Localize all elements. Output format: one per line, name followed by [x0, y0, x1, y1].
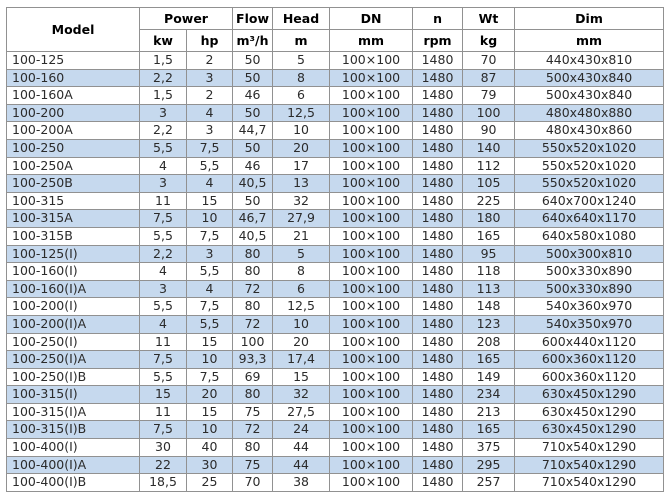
cell-kw: 2,2: [140, 245, 187, 263]
cell-dn: 100×100: [330, 368, 413, 386]
cell-dim: 600x440x1120: [515, 333, 664, 351]
header-unit-head: m: [273, 30, 330, 52]
cell-dim: 600x360x1120: [515, 351, 664, 369]
cell-model: 100-250(I)A: [7, 351, 140, 369]
cell-flow: 72: [233, 421, 273, 439]
cell-dn: 100×100: [330, 210, 413, 228]
cell-flow: 50: [233, 139, 273, 157]
cell-flow: 70: [233, 474, 273, 492]
table-row: [7, 139, 664, 157]
cell-head: 8: [273, 69, 330, 87]
table-row: [7, 280, 664, 298]
cell-wt: 149: [463, 368, 515, 386]
cell-model: 100-315(I): [7, 386, 140, 404]
cell-head: 13: [273, 175, 330, 193]
cell-dn: 100×100: [330, 263, 413, 281]
cell-dn: 100×100: [330, 192, 413, 210]
cell-hp: 7,5: [187, 139, 233, 157]
cell-model: 100-250(I)B: [7, 368, 140, 386]
cell-dn: 100×100: [330, 52, 413, 70]
cell-dn: 100×100: [330, 403, 413, 421]
cell-hp: 3: [187, 69, 233, 87]
cell-hp: 15: [187, 403, 233, 421]
cell-head: 21: [273, 227, 330, 245]
cell-kw: 4: [140, 157, 187, 175]
cell-kw: 1,5: [140, 52, 187, 70]
table-row: [7, 315, 664, 333]
table-row: [7, 104, 664, 122]
cell-dim: 500x430x840: [515, 69, 664, 87]
cell-model: 100-250B: [7, 175, 140, 193]
cell-dim: 710x540x1290: [515, 456, 664, 474]
cell-dim: 640x580x1080: [515, 227, 664, 245]
cell-kw: 22: [140, 456, 187, 474]
cell-dn: 100×100: [330, 245, 413, 263]
header-flow: Flow: [233, 8, 273, 30]
cell-wt: 148: [463, 298, 515, 316]
cell-rpm: 1480: [413, 157, 463, 175]
cell-flow: 80: [233, 263, 273, 281]
table-row: [7, 157, 664, 175]
cell-flow: 80: [233, 298, 273, 316]
table-row: [7, 368, 664, 386]
cell-hp: 5,5: [187, 315, 233, 333]
cell-dn: 100×100: [330, 69, 413, 87]
cell-kw: 7,5: [140, 421, 187, 439]
cell-rpm: 1480: [413, 474, 463, 492]
cell-rpm: 1480: [413, 280, 463, 298]
cell-dn: 100×100: [330, 421, 413, 439]
cell-flow: 46: [233, 87, 273, 105]
cell-flow: 44,7: [233, 122, 273, 140]
header-unit-wt: kg: [463, 30, 515, 52]
cell-rpm: 1480: [413, 87, 463, 105]
cell-model: 100-315: [7, 192, 140, 210]
cell-model: 100-160A: [7, 87, 140, 105]
cell-rpm: 1480: [413, 69, 463, 87]
cell-head: 44: [273, 456, 330, 474]
cell-wt: 257: [463, 474, 515, 492]
cell-kw: 18,5: [140, 474, 187, 492]
cell-wt: 180: [463, 210, 515, 228]
cell-dim: 500x330x890: [515, 280, 664, 298]
cell-head: 17,4: [273, 351, 330, 369]
cell-rpm: 1480: [413, 192, 463, 210]
table-row: [7, 456, 664, 474]
header-dn: DN: [330, 8, 413, 30]
cell-hp: 5,5: [187, 157, 233, 175]
cell-rpm: 1480: [413, 403, 463, 421]
cell-dn: 100×100: [330, 280, 413, 298]
table-row: [7, 52, 664, 70]
cell-wt: 165: [463, 351, 515, 369]
cell-head: 24: [273, 421, 330, 439]
cell-dim: 630x450x1290: [515, 421, 664, 439]
cell-dn: 100×100: [330, 474, 413, 492]
cell-wt: 87: [463, 69, 515, 87]
cell-hp: 7,5: [187, 227, 233, 245]
header-power: Power: [140, 8, 233, 30]
cell-head: 12,5: [273, 298, 330, 316]
cell-dn: 100×100: [330, 456, 413, 474]
cell-hp: 2: [187, 52, 233, 70]
cell-flow: 46,7: [233, 210, 273, 228]
table-row: [7, 333, 664, 351]
cell-head: 32: [273, 192, 330, 210]
cell-dn: 100×100: [330, 157, 413, 175]
cell-model: 100-200A: [7, 122, 140, 140]
cell-wt: 295: [463, 456, 515, 474]
cell-rpm: 1480: [413, 263, 463, 281]
cell-dn: 100×100: [330, 87, 413, 105]
cell-model: 100-315(I)B: [7, 421, 140, 439]
cell-wt: 234: [463, 386, 515, 404]
cell-kw: 4: [140, 263, 187, 281]
cell-kw: 1,5: [140, 87, 187, 105]
cell-hp: 4: [187, 175, 233, 193]
cell-flow: 50: [233, 52, 273, 70]
cell-model: 100-400(I): [7, 439, 140, 457]
cell-head: 44: [273, 439, 330, 457]
table-header: [7, 8, 664, 52]
cell-head: 15: [273, 368, 330, 386]
cell-dim: 550x520x1020: [515, 139, 664, 157]
cell-flow: 75: [233, 403, 273, 421]
cell-kw: 2,2: [140, 122, 187, 140]
header-unit-hp: hp: [187, 30, 233, 52]
cell-flow: 50: [233, 192, 273, 210]
cell-wt: 165: [463, 421, 515, 439]
table-row: [7, 69, 664, 87]
cell-flow: 69: [233, 368, 273, 386]
cell-model: 100-250A: [7, 157, 140, 175]
cell-dim: 480x480x880: [515, 104, 664, 122]
pump-spec-table: [6, 7, 664, 492]
header-n: n: [413, 8, 463, 30]
table-row: [7, 122, 664, 140]
cell-wt: 90: [463, 122, 515, 140]
cell-hp: 4: [187, 104, 233, 122]
cell-rpm: 1480: [413, 298, 463, 316]
cell-dim: 480x430x860: [515, 122, 664, 140]
table-row: [7, 175, 664, 193]
cell-model: 100-315(I)A: [7, 403, 140, 421]
cell-hp: 4: [187, 280, 233, 298]
cell-kw: 11: [140, 192, 187, 210]
cell-dn: 100×100: [330, 351, 413, 369]
cell-hp: 25: [187, 474, 233, 492]
cell-dn: 100×100: [330, 139, 413, 157]
header-unit-dim: mm: [515, 30, 664, 52]
cell-hp: 10: [187, 421, 233, 439]
cell-wt: 213: [463, 403, 515, 421]
cell-rpm: 1480: [413, 104, 463, 122]
cell-dim: 640x640x1170: [515, 210, 664, 228]
cell-rpm: 1480: [413, 52, 463, 70]
table-row: [7, 439, 664, 457]
cell-wt: 79: [463, 87, 515, 105]
cell-kw: 3: [140, 175, 187, 193]
cell-kw: 5,5: [140, 139, 187, 157]
cell-head: 20: [273, 333, 330, 351]
pump-spec-table-container: [6, 7, 664, 492]
table-row: [7, 87, 664, 105]
cell-model: 100-125(I): [7, 245, 140, 263]
cell-flow: 40,5: [233, 227, 273, 245]
cell-wt: 165: [463, 227, 515, 245]
cell-rpm: 1480: [413, 351, 463, 369]
cell-dim: 500x330x890: [515, 263, 664, 281]
cell-kw: 11: [140, 333, 187, 351]
cell-kw: 7,5: [140, 210, 187, 228]
cell-flow: 72: [233, 315, 273, 333]
cell-dn: 100×100: [330, 227, 413, 245]
cell-dim: 630x450x1290: [515, 386, 664, 404]
cell-kw: 5,5: [140, 368, 187, 386]
cell-wt: 118: [463, 263, 515, 281]
cell-head: 10: [273, 315, 330, 333]
cell-rpm: 1480: [413, 368, 463, 386]
cell-wt: 113: [463, 280, 515, 298]
cell-flow: 72: [233, 280, 273, 298]
table-row: [7, 192, 664, 210]
cell-flow: 80: [233, 245, 273, 263]
header-wt: Wt: [463, 8, 515, 30]
cell-model: 100-200(I): [7, 298, 140, 316]
cell-wt: 105: [463, 175, 515, 193]
cell-kw: 7,5: [140, 351, 187, 369]
cell-rpm: 1480: [413, 122, 463, 140]
cell-rpm: 1480: [413, 139, 463, 157]
cell-head: 5: [273, 245, 330, 263]
table-row: [7, 245, 664, 263]
header-unit-flow: m³/h: [233, 30, 273, 52]
cell-model: 100-160(I)A: [7, 280, 140, 298]
cell-rpm: 1480: [413, 175, 463, 193]
header-unit-kw: kw: [140, 30, 187, 52]
header-dim: Dim: [515, 8, 664, 30]
cell-dn: 100×100: [330, 104, 413, 122]
header-unit-dn: mm: [330, 30, 413, 52]
cell-flow: 93,3: [233, 351, 273, 369]
cell-dim: 710x540x1290: [515, 474, 664, 492]
cell-head: 5: [273, 52, 330, 70]
cell-dn: 100×100: [330, 439, 413, 457]
cell-dn: 100×100: [330, 175, 413, 193]
cell-kw: 15: [140, 386, 187, 404]
cell-hp: 40: [187, 439, 233, 457]
cell-model: 100-250: [7, 139, 140, 157]
cell-dim: 500x300x810: [515, 245, 664, 263]
cell-dim: 630x450x1290: [515, 403, 664, 421]
header-unit-n: rpm: [413, 30, 463, 52]
cell-dim: 710x540x1290: [515, 439, 664, 457]
cell-dn: 100×100: [330, 298, 413, 316]
cell-kw: 3: [140, 104, 187, 122]
cell-dim: 550x520x1020: [515, 157, 664, 175]
cell-dim: 550x520x1020: [515, 175, 664, 193]
table-row: [7, 386, 664, 404]
table-row: [7, 263, 664, 281]
cell-dim: 440x430x810: [515, 52, 664, 70]
cell-flow: 100: [233, 333, 273, 351]
cell-head: 8: [273, 263, 330, 281]
cell-rpm: 1480: [413, 386, 463, 404]
cell-flow: 80: [233, 439, 273, 457]
cell-kw: 30: [140, 439, 187, 457]
cell-wt: 70: [463, 52, 515, 70]
cell-model: 100-160(I): [7, 263, 140, 281]
cell-kw: 5,5: [140, 227, 187, 245]
cell-rpm: 1480: [413, 456, 463, 474]
cell-dim: 600x360x1120: [515, 368, 664, 386]
cell-flow: 75: [233, 456, 273, 474]
cell-wt: 375: [463, 439, 515, 457]
header-row-labels: [7, 8, 664, 30]
cell-wt: 123: [463, 315, 515, 333]
cell-model: 100-125: [7, 52, 140, 70]
cell-dn: 100×100: [330, 333, 413, 351]
cell-rpm: 1480: [413, 333, 463, 351]
cell-rpm: 1480: [413, 315, 463, 333]
cell-model: 100-250(I): [7, 333, 140, 351]
cell-wt: 208: [463, 333, 515, 351]
cell-rpm: 1480: [413, 421, 463, 439]
cell-hp: 3: [187, 245, 233, 263]
cell-flow: 50: [233, 69, 273, 87]
cell-model: 100-315B: [7, 227, 140, 245]
cell-hp: 15: [187, 333, 233, 351]
cell-dn: 100×100: [330, 315, 413, 333]
cell-flow: 40,5: [233, 175, 273, 193]
cell-model: 100-200(I)A: [7, 315, 140, 333]
cell-dim: 540x360x970: [515, 298, 664, 316]
cell-model: 100-160: [7, 69, 140, 87]
cell-wt: 112: [463, 157, 515, 175]
cell-hp: 2: [187, 87, 233, 105]
table-row: [7, 298, 664, 316]
cell-head: 20: [273, 139, 330, 157]
cell-kw: 4: [140, 315, 187, 333]
cell-dn: 100×100: [330, 386, 413, 404]
cell-model: 100-400(I)A: [7, 456, 140, 474]
cell-flow: 50: [233, 104, 273, 122]
table-row: [7, 227, 664, 245]
cell-head: 6: [273, 87, 330, 105]
cell-hp: 7,5: [187, 298, 233, 316]
table-row: [7, 474, 664, 492]
cell-head: 17: [273, 157, 330, 175]
table-row: [7, 403, 664, 421]
cell-rpm: 1480: [413, 245, 463, 263]
cell-wt: 140: [463, 139, 515, 157]
cell-head: 32: [273, 386, 330, 404]
cell-head: 38: [273, 474, 330, 492]
cell-kw: 5,5: [140, 298, 187, 316]
table-row: [7, 421, 664, 439]
cell-head: 27,9: [273, 210, 330, 228]
cell-flow: 80: [233, 386, 273, 404]
cell-hp: 10: [187, 210, 233, 228]
table-row: [7, 351, 664, 369]
cell-wt: 100: [463, 104, 515, 122]
cell-hp: 15: [187, 192, 233, 210]
cell-wt: 225: [463, 192, 515, 210]
cell-kw: 11: [140, 403, 187, 421]
cell-head: 12,5: [273, 104, 330, 122]
header-model: Model: [7, 8, 140, 52]
cell-model: 100-400(I)B: [7, 474, 140, 492]
cell-hp: 5,5: [187, 263, 233, 281]
cell-hp: 30: [187, 456, 233, 474]
cell-dim: 540x350x970: [515, 315, 664, 333]
table-body: [7, 52, 664, 492]
cell-hp: 3: [187, 122, 233, 140]
table-row: [7, 210, 664, 228]
cell-head: 6: [273, 280, 330, 298]
cell-model: 100-200: [7, 104, 140, 122]
cell-hp: 10: [187, 351, 233, 369]
cell-model: 100-315A: [7, 210, 140, 228]
cell-kw: 2,2: [140, 69, 187, 87]
cell-head: 27,5: [273, 403, 330, 421]
cell-rpm: 1480: [413, 439, 463, 457]
cell-kw: 3: [140, 280, 187, 298]
cell-wt: 95: [463, 245, 515, 263]
cell-hp: 20: [187, 386, 233, 404]
cell-dim: 640x700x1240: [515, 192, 664, 210]
cell-head: 10: [273, 122, 330, 140]
cell-dn: 100×100: [330, 122, 413, 140]
header-head: Head: [273, 8, 330, 30]
cell-hp: 7,5: [187, 368, 233, 386]
cell-rpm: 1480: [413, 227, 463, 245]
cell-rpm: 1480: [413, 210, 463, 228]
cell-dim: 500x430x840: [515, 87, 664, 105]
cell-flow: 46: [233, 157, 273, 175]
